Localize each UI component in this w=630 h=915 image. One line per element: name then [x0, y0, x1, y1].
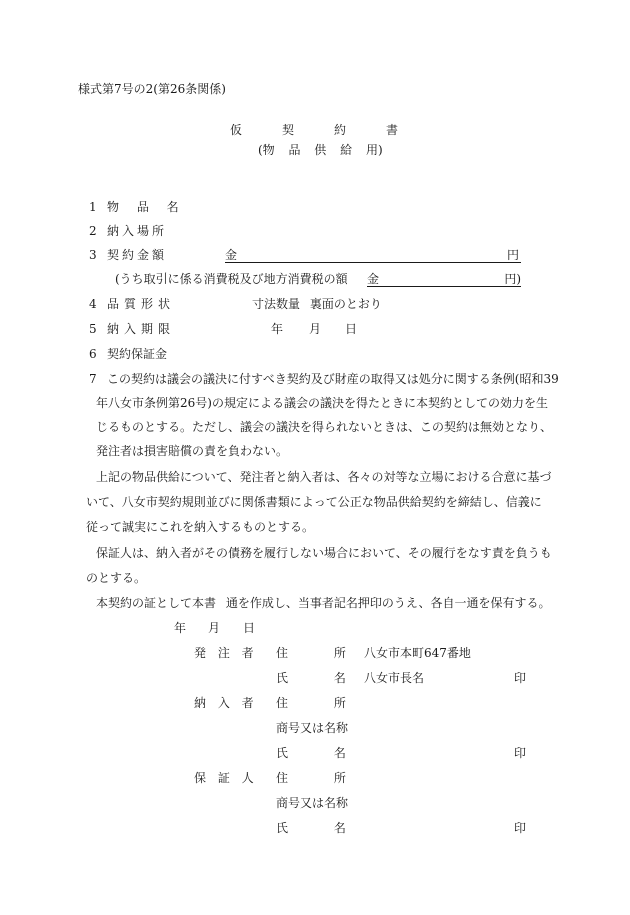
item-number: 2: [89, 224, 97, 238]
item-label-security-deposit: 契約保証金: [107, 347, 168, 361]
tax-prefix: 金: [367, 272, 380, 286]
paragraph-line: 従って誠実にこれを納入するものとする。: [86, 520, 315, 534]
name-label: 氏 名: [276, 821, 346, 835]
sign-date-day: 日: [243, 621, 256, 635]
party-role-orderer: 発 注 者: [194, 646, 254, 660]
sign-date-year: 年: [174, 621, 187, 635]
title-char: 書: [386, 123, 399, 137]
contract-amount-field: [225, 248, 521, 263]
tax-suffix: 円): [504, 272, 521, 286]
seal-mark: 印: [514, 746, 527, 760]
paragraph-line: 上記の物品供給について、発注者と納入者は、各々の対等な立場における合意に基づ: [96, 470, 552, 484]
seal-mark: 印: [514, 671, 527, 685]
paragraph-line: 保証人は、納入者がその債務を履行しない場合において、その履行をなす責を負うも: [96, 546, 552, 560]
item-label-contract-amount: 契約金額: [107, 248, 168, 262]
company-label: 商号又は名称: [276, 796, 349, 810]
deadline-year: 年: [271, 322, 284, 336]
tax-amount-field: [367, 272, 521, 287]
item-number: 1: [89, 200, 97, 214]
clause-line: この契約は議会の議決に付すべき契約及び財産の取得又は処分に関する条例(昭和39: [107, 372, 559, 386]
name-label: 氏 名: [276, 671, 346, 685]
title-char: 約: [334, 123, 347, 137]
document-subtitle: (物 品 供 給 用): [258, 143, 383, 157]
tax-label: (うち取引に係る消費税及び地方消費税の額: [115, 272, 348, 286]
address-label: 住 所: [276, 646, 346, 660]
deadline-day: 日: [345, 322, 358, 336]
sign-date-month: 月: [208, 621, 221, 635]
party-role-guarantor: 保 証 人: [194, 771, 254, 785]
item-label-delivery-deadline: 納入期限: [107, 322, 176, 336]
title-char: 仮: [230, 123, 243, 137]
form-number: 様式第7号の2(第26条関係): [78, 82, 226, 96]
item-label-delivery-place: 納入場所: [107, 224, 168, 238]
amount-prefix: 金: [225, 248, 238, 262]
clause-line: 発注者は損害賠償の責を負わない。: [96, 444, 289, 458]
item-number: 3: [89, 248, 97, 262]
item-number: 7: [89, 372, 97, 386]
party-role-supplier: 納 入 者: [194, 696, 254, 710]
paragraph-line: いて、八女市契約規則並びに関係書類によって公正な物品供給契約を締結し、信義に: [86, 495, 542, 509]
paragraph-line: 本契約の証として本書 通を作成し、当事者記名押印のうえ、各自一通を保有する。: [96, 596, 551, 610]
name-label: 氏 名: [276, 746, 346, 760]
item-number: 5: [89, 322, 97, 336]
item-number: 4: [89, 297, 97, 311]
company-label: 商号又は名称: [276, 721, 349, 735]
seal-mark: 印: [514, 821, 527, 835]
orderer-address: 八女市本町647番地: [364, 646, 471, 660]
clause-line: 年八女市条例第26号)の規定による議会の議決を得たときに本契約としての効力を生: [96, 396, 548, 410]
item-number: 6: [89, 347, 97, 361]
amount-suffix: 円: [506, 248, 519, 262]
deadline-month: 月: [309, 322, 322, 336]
address-label: 住 所: [276, 771, 346, 785]
paragraph-line: のとする。: [86, 571, 147, 585]
item-label-quality: 品質形状: [107, 297, 176, 311]
quality-value: 寸法数量 裏面のとおり: [252, 297, 382, 311]
address-label: 住 所: [276, 696, 346, 710]
clause-line: じるものとする。ただし、議会の議決を得られないときは、この契約は無効となり、: [96, 420, 553, 434]
orderer-name: 八女市長名: [364, 671, 425, 685]
item-label-product: 物 品 名: [107, 200, 179, 214]
title-char: 契: [282, 123, 295, 137]
